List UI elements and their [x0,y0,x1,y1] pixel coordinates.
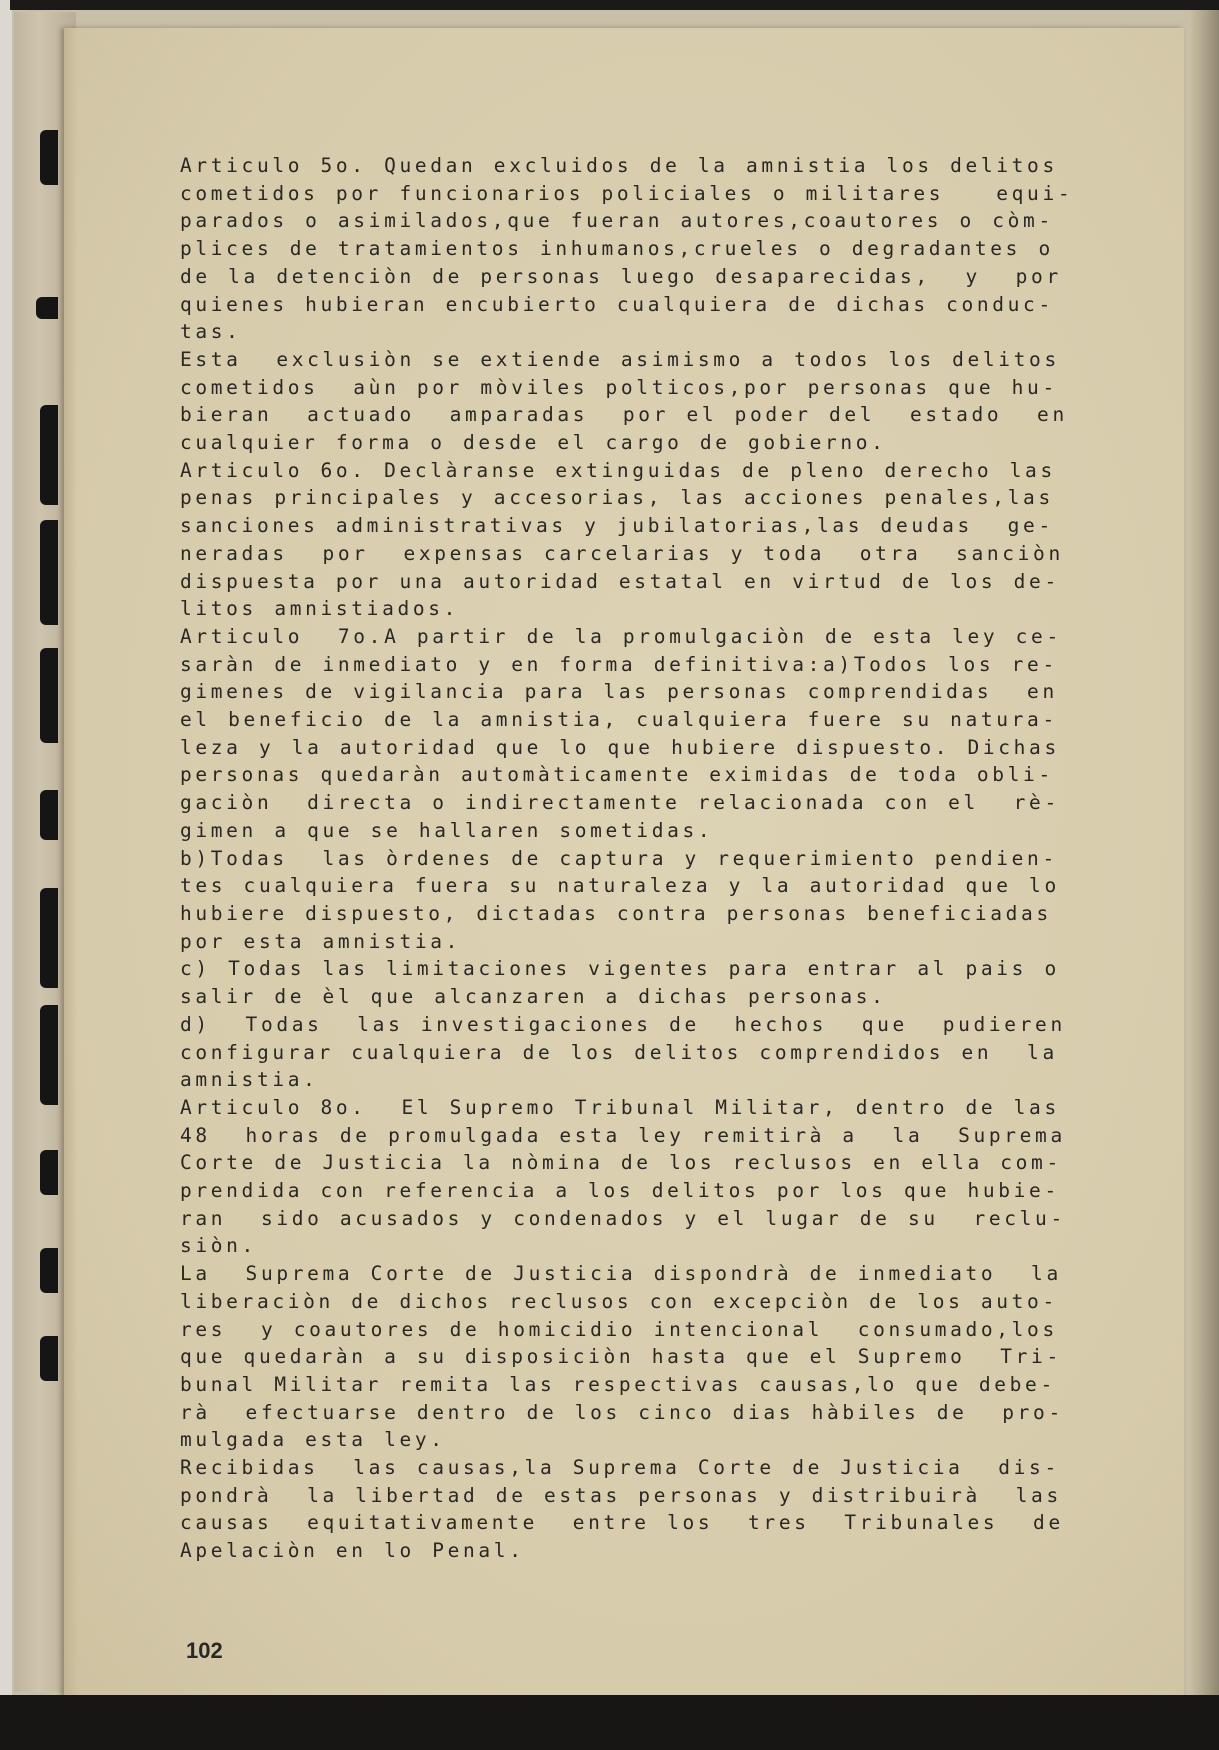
text-line: gimen a que se hallaren sometidas. [180,818,714,842]
text-line: sanciones administrativas y jubilatorias,las deudas ge- [180,514,1054,538]
text-line: el beneficio de la amnistia, cualquiera fuere su natura- [180,708,1058,732]
scan-top-shadow [10,0,1219,10]
text-line: liberaciòn de dichos reclusos con excepciòn de los auto- [180,1289,1058,1313]
text-line: salir de èl que alcanzaren a dichas personas. [180,985,887,1009]
book-page [64,28,1184,1718]
text-line: Articulo 8o. El Supremo Tribunal Militar, dentro de las [180,1095,1060,1119]
text-line: que quedaràn a su disposiciòn hasta que el Supremo Tri- [180,1345,1062,1369]
page-number: 102 [186,1638,223,1663]
text-line: de la detenciòn de personas luego desaparecidas, y por [180,264,1062,288]
text-line: cometidos por funcionarios policiales o militares equi- [180,181,1074,205]
text-line: res y coautores de homicidio intencional consumado,los [180,1317,1058,1341]
binding-stripe [40,520,58,625]
text-line: plices de tratamientos inhumanos,crueles o degradantes o [180,237,1054,261]
text-line: quienes hubieran encubierto cualquiera de dichas conduc- [180,292,1054,316]
binding-stripe [40,405,58,505]
text-line: gimenes de vigilancia para las personas comprendidas en [180,680,1058,704]
page-stack-right-edge [1189,10,1219,1700]
binding-stripe [40,1005,58,1105]
text-line: mulgada esta ley. [180,1428,446,1452]
text-line: prendida con referencia a los delitos por los que hubie- [180,1179,1060,1203]
text-line: dispuesta por una autoridad estatal en virtud de los de- [180,569,1060,593]
binding-stripe [40,648,58,743]
binding-stripe [40,1336,58,1381]
text-line: personas quedaràn automàticamente eximidas de toda obli- [180,763,1054,787]
text-line: ran sido acusados y condenados y el lugar de su reclu- [180,1206,1066,1230]
page-gutter-shadow [64,28,78,1718]
text-line: b)Todas las òrdenes de captura y requerimiento pendien- [180,846,1058,870]
text-line: La Suprema Corte de Justicia dispondrà de inmediato la [180,1262,1062,1286]
text-line: d) Todas las investigaciones de hechos que pudieren [180,1012,1066,1036]
text-line: por esta amnistia. [180,929,462,953]
page-text [180,152,1180,1565]
text-line: Articulo 5o. Quedan excluidos de la amnistia los delitos [180,154,1058,177]
text-line: saràn de inmediato y en forma definitiva:a)Todos los re- [180,652,1058,676]
text-line: leza y la autoridad que lo que hubiere dispuesto. Dichas [180,735,1060,759]
text-line: gaciòn directa o indirectamente relacionada con el rè- [180,791,1060,815]
text-line: rà efectuarse dentro de los cinco dias hàbiles de pro- [180,1400,1064,1424]
text-line: cualquier forma o desde el cargo de gobierno. [180,431,887,455]
text-line: bunal Militar remita las respectivas causas,lo que debe- [180,1372,1056,1396]
text-line: parados o asimilados,que fueran autores,coautores o còm- [180,209,1054,233]
scan-left-margin [0,0,12,1750]
text-line: tes cualquiera fuera su naturaleza y la autoridad que lo [180,874,1060,898]
binding-stripe [40,1248,58,1293]
text-line: amnistia. [180,1068,319,1092]
text-line: neradas por expensas carcelarias y toda otra sanciòn [180,541,1064,565]
binding-stripe [40,888,58,988]
text-line: Articulo 7o.A partir de la promulgaciòn de esta ley ce- [180,624,1062,648]
text-line: Recibidas las causas,la Suprema Corte de Justicia dis- [180,1456,1060,1480]
text-line: pondrà la libertad de estas personas y distribuirà las [180,1483,1062,1507]
text-line: litos amnistiados. [180,597,460,621]
text-line: configurar cualquiera de los delitos comprendidos en la [180,1040,1058,1064]
text-line: causas equitativamente entre los tres Tribunales de [180,1511,1064,1535]
text-line: Articulo 6o. Declàranse extinguidas de pleno derecho las [180,458,1056,482]
text-line: hubiere dispuesto, dictadas contra personas beneficiadas [180,901,1052,925]
text-line: Apelaciòn en lo Penal. [180,1539,525,1563]
binding-stripe [40,1150,58,1195]
binding-stripe [40,790,58,840]
binding-stripe [36,297,58,319]
scan-bottom-shadow [0,1695,1219,1750]
text-line: c) Todas las limitaciones vigentes para entrar al pais o [180,957,1060,981]
text-line: Esta exclusiòn se extiende asimismo a todos los delitos [180,347,1060,371]
text-line: Corte de Justicia la nòmina de los reclusos en ella com- [180,1151,1062,1175]
text-line: penas principales y accesorias, las acciones penales,las [180,486,1054,510]
text-line: cometidos aùn por mòviles polticos,por personas que hu- [180,375,1058,399]
text-line: siòn. [180,1234,257,1258]
binding-stripe [40,130,58,185]
text-line: 48 horas de promulgada esta ley remitirà a la Suprema [180,1123,1066,1147]
text-line: bieran actuado amparadas por el poder del estado en [180,403,1068,427]
text-line: tas. [180,320,242,344]
